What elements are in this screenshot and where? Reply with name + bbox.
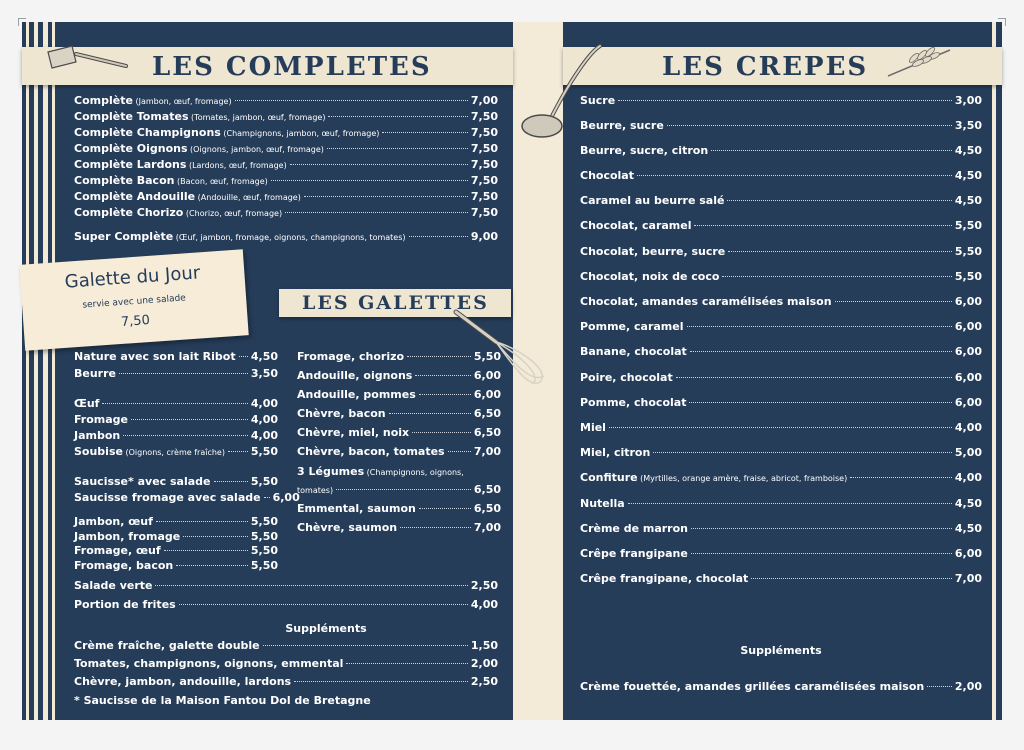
item-price: 6,00 [954,396,982,409]
menu-item [580,295,982,309]
item-detail: (Champignons, jambon, œuf, fromage) [220,129,380,138]
menu-item [580,547,982,561]
item-price: 6,00 [954,547,982,560]
crepes-title: LES CREPES [662,52,869,82]
galettes-supplements-title: Suppléments [285,622,367,635]
menu-item [580,245,982,259]
item-name: Fromage, chorizo [297,350,405,363]
item-name: Chocolat, amandes caramélisées maison [580,295,832,308]
item-price: 6,50 [473,407,501,420]
menu-item [74,515,278,529]
item-price: 6,00 [473,369,501,382]
menu-item [580,194,982,208]
menu-item [74,94,498,109]
item-name: Chèvre, bacon [297,407,386,420]
menu-item [74,475,278,489]
stripe [43,22,48,720]
item-price: 7,00 [954,572,982,585]
item-price: 4,00 [954,421,982,434]
item-detail: (Tomates, jambon, œuf, fromage) [188,113,326,122]
item-price: 5,50 [954,219,982,232]
menu-item [580,471,982,486]
menu-item [580,396,982,410]
menu-item [74,190,498,205]
item-name: Complète Oignons [74,142,188,155]
stripe [34,22,38,720]
item-name: Beurre [74,367,116,380]
menu-item [580,572,982,586]
menu-item [580,421,982,435]
item-price: 4,50 [954,194,982,207]
item-name: Andouille, oignons [297,369,413,382]
item-name: Chèvre, saumon [297,521,398,534]
menu-item [74,110,498,125]
item-price: 4,50 [954,497,982,510]
menu-item [74,397,278,411]
item-price: 6,50 [473,426,501,439]
menu-item [580,144,982,158]
menu-item [580,270,982,284]
item-name: Caramel au beurre salé [580,194,725,207]
item-name: Complète Tomates [74,110,189,123]
wheat-icon [884,46,954,80]
galette-du-jour-price: 7,50 [120,312,151,330]
item-price: 5,00 [954,446,982,459]
completes-title: LES COMPLETES [152,52,432,82]
menu-item [74,559,278,573]
item-detail: (Andouille, œuf, fromage) [195,193,301,202]
item-name: Jambon [74,429,121,442]
item-price: 4,50 [954,144,982,157]
menu-item [580,345,982,359]
menu-item [74,579,498,593]
item-name: Miel [580,421,606,434]
item-name: Chocolat [580,169,634,182]
stripe [26,22,29,720]
item-name: Jambon, fromage [74,530,181,543]
item-price: 5,50 [954,270,982,283]
menu-item [580,219,982,233]
item-name: Complète Andouille [74,190,196,203]
item-price: 7,00 [470,94,498,107]
galette-du-jour-title: Galette du Jour [64,262,201,293]
item-price: 2,50 [470,579,498,592]
galette-du-jour-card [19,249,248,350]
item-name: Complète Bacon [74,174,175,187]
menu-item [297,483,501,498]
galette-du-jour-subtitle: servie avec une salade [82,293,187,311]
item-price: 7,00 [473,445,501,458]
item-price: 5,50 [250,544,278,557]
item-name: Crème fouettée, amandes grillées caramélisées maison [580,680,925,693]
item-price: 4,00 [250,413,278,426]
scoop-icon [42,38,132,76]
item-name: Fromage, œuf [74,544,161,557]
item-name: Beurre, sucre [580,119,664,132]
item-name: Complète [74,94,133,107]
item-price: 6,50 [473,502,501,515]
item-price: 6,00 [954,320,982,333]
item-name: Crêpe frangipane, chocolat [580,572,749,585]
item-price: 1,50 [470,639,498,652]
footnote: * Saucisse de la Maison Fantou Dol de Bretagne [74,694,371,707]
item-name: Saucisse* avec salade [74,475,211,488]
item-name: Crème de marron [580,522,688,535]
item-name: Chèvre, bacon, tomates [297,445,445,458]
item-price: 7,50 [470,126,498,139]
item-detail: (Myrtilles, orange amère, fraise, abricot, framboise) [637,474,848,483]
item-name: Nature avec son lait Ribot [74,350,236,363]
item-price: 4,00 [470,598,498,611]
menu-item [74,350,278,364]
item-price: 5,50 [250,559,278,572]
item-price: 4,00 [954,471,982,484]
menu-item [74,657,498,671]
menu-item [297,369,501,383]
menu-item [297,407,501,421]
item-price: 7,50 [470,174,498,187]
item-name: Beurre, sucre, citron [580,144,709,157]
item-price: 5,50 [954,245,982,258]
item-price: 5,50 [473,350,501,363]
menu-item [74,530,278,544]
item-price: 4,50 [954,522,982,535]
menu-item [74,142,498,157]
item-name: Pomme, chocolat [580,396,687,409]
menu-item [74,598,498,612]
item-price: 6,00 [272,491,300,504]
item-name: Chocolat, beurre, sucre [580,245,726,258]
item-name: Complète Lardons [74,158,187,171]
item-name: Confiture [580,471,638,484]
menu-item [580,522,982,536]
item-price: 5,50 [250,475,278,488]
item-price: 6,00 [954,371,982,384]
item-name: Miel, citron [580,446,651,459]
item-price: 6,00 [954,345,982,358]
menu-item-name [297,465,464,479]
item-price: 3,50 [954,119,982,132]
item-price: 2,00 [470,657,498,670]
menu-item [297,521,501,535]
item-name: Œuf [74,397,100,410]
item-name: Fromage, bacon [74,559,174,572]
item-price: 3,00 [954,94,982,107]
item-price: 5,50 [250,530,278,543]
item-name: Saucisse fromage avec salade [74,491,261,504]
item-name: Tomates, champignons, oignons, emmental [74,657,344,670]
menu-item [74,413,278,427]
item-price: 9,00 [470,230,498,243]
item-price: 5,50 [250,445,278,458]
menu-item [74,158,498,173]
crepes-supplements-title: Suppléments [740,644,822,657]
item-detail: (Œuf, jambon, fromage, oignons, champignons, tomates) [173,233,406,242]
menu-item [74,429,278,443]
menu-item [74,445,278,460]
menu-item [74,639,498,653]
item-detail: (Lardons, œuf, fromage) [186,161,287,170]
item-price: 4,00 [250,429,278,442]
menu-item [297,426,501,440]
item-name: Super Complète [74,230,174,243]
item-price: 4,00 [250,397,278,410]
item-name: Fromage [74,413,129,426]
item-name: Complète Champignons [74,126,221,139]
stripe [992,22,996,720]
item-name: Emmental, saumon [297,502,416,515]
galettes-title: LES GALETTES [302,292,489,314]
item-price: 6,00 [954,295,982,308]
menu-item [74,544,278,558]
item-name: Sucre [580,94,616,107]
menu-item [580,680,982,694]
item-price: 5,50 [250,515,278,528]
item-price: 6,50 [473,483,501,496]
menu-item [74,367,278,381]
menu-item [580,497,982,511]
item-detail: (Jambon, œuf, fromage) [132,97,232,106]
item-price: 4,50 [954,169,982,182]
item-name: Pomme, caramel [580,320,684,333]
menu-item [580,320,982,334]
menu-item [297,388,501,402]
menu-item [74,491,300,505]
item-name: Crème fraîche, galette double [74,639,260,652]
item-name: Chèvre, jambon, andouille, lardons [74,675,292,688]
item-price: 7,00 [473,521,501,534]
item-name: Banane, chocolat [580,345,687,358]
item-price: 7,50 [470,206,498,219]
item-name: Chèvre, miel, noix [297,426,410,439]
item-price: 2,00 [954,680,982,693]
item-name: Nutella [580,497,625,510]
item-price: 3,50 [250,367,278,380]
item-name: Poire, chocolat [580,371,673,384]
menu-item [74,126,498,141]
item-price: 7,50 [470,190,498,203]
menu-item [74,174,498,189]
menu-item [580,119,982,133]
item-price: 7,50 [470,158,498,171]
menu-item [580,446,982,460]
menu-item [74,675,498,689]
item-detail: tomates) [297,486,334,495]
item-price: 6,00 [473,388,501,401]
item-detail: (Oignons, jambon, œuf, fromage) [187,145,324,154]
item-name: Soubise [74,445,123,458]
menu-item [580,371,982,385]
item-name: Chocolat, caramel [580,219,692,232]
item-detail: (Oignons, crème fraîche) [122,448,225,457]
item-price: 2,50 [470,675,498,688]
item-detail: (Chorizo, œuf, fromage) [183,209,283,218]
item-price: 7,50 [470,142,498,155]
item-detail: (Champignons, oignons, [364,468,464,477]
item-name: Andouille, pommes [297,388,416,401]
menu-item [580,169,982,183]
menu-item [297,445,501,459]
item-detail: (Bacon, œuf, fromage) [174,177,268,186]
item-price: 7,50 [470,110,498,123]
menu-item [74,230,498,245]
menu-item [297,350,501,364]
menu-item [580,94,982,108]
item-price: 4,50 [250,350,278,363]
item-name: Portion de frites [74,598,176,611]
menu-item [74,206,498,221]
item-name: 3 Légumes [297,465,365,478]
item-name: Crêpe frangipane [580,547,688,560]
menu-item [297,502,501,516]
item-name: Chocolat, noix de coco [580,270,720,283]
item-name: Complète Chorizo [74,206,184,219]
stripe [52,22,55,720]
item-name: Jambon, œuf [74,515,153,528]
item-name: Salade verte [74,579,153,592]
